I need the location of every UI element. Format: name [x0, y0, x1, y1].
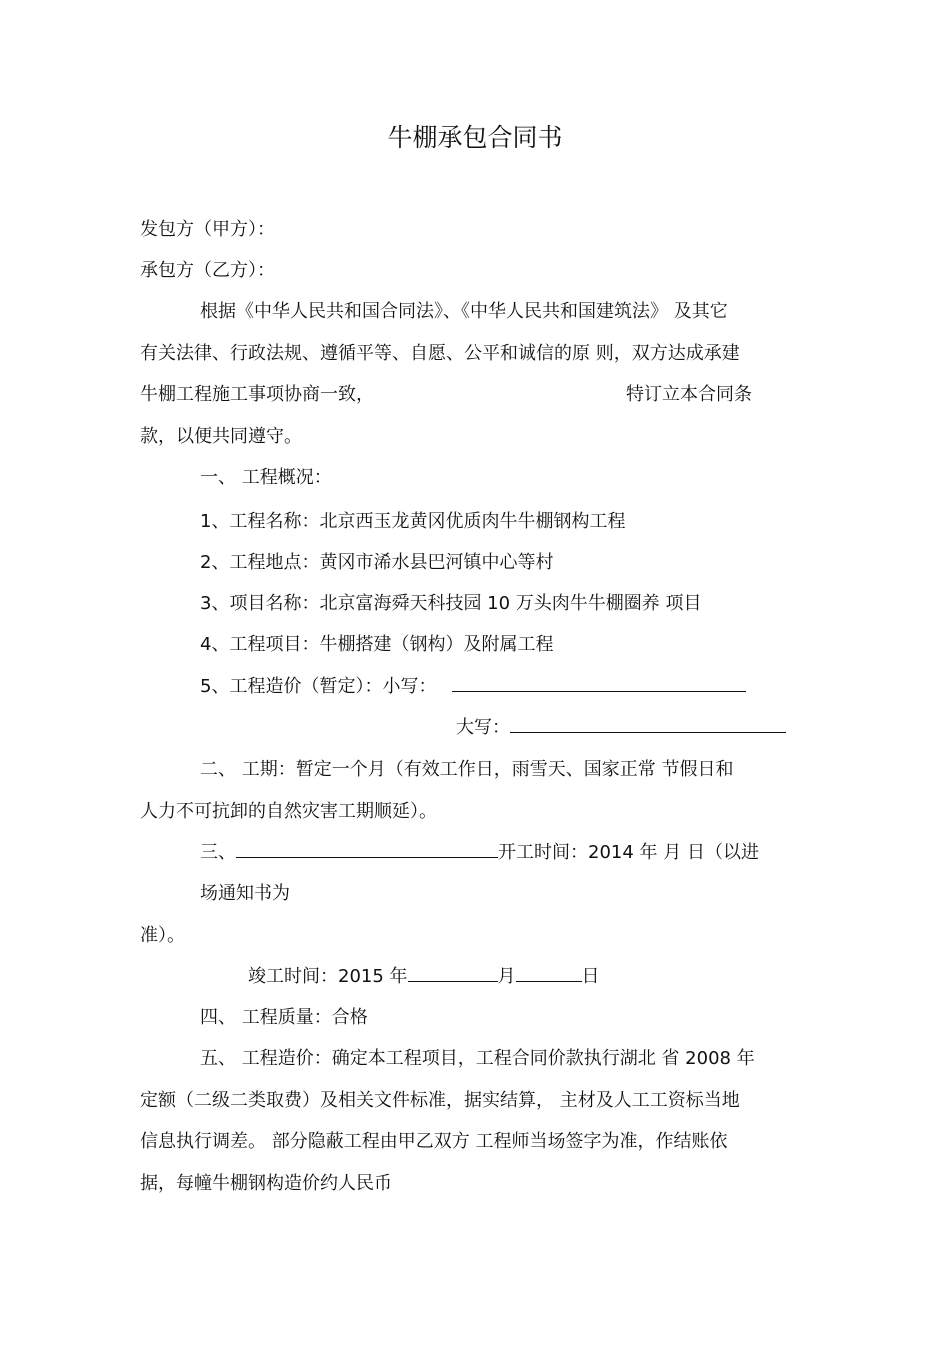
section1-item-5: [200, 675, 746, 699]
section3-prefix: 三、: [200, 842, 236, 863]
section3-line-2: 场通知书为: [200, 883, 290, 904]
price-small-blank: [452, 677, 746, 692]
party-b-label: 承包方（乙方）：: [140, 260, 275, 281]
section3-blank: [236, 843, 498, 858]
section1-item-3: 3、项目名称：北京富海舜天科技园 10 万头肉牛牛棚圈养 项目: [200, 593, 702, 614]
finish-day-blank: [516, 967, 582, 982]
section1-item-4: 4、工程项目：牛棚搭建（钢构）及附属工程: [200, 634, 554, 655]
intro-line-3b: 特订立本合同条: [626, 384, 752, 405]
finish-time-row: [248, 965, 600, 989]
start-time-text: 开工时间：2014 年 月 日（以进: [498, 842, 759, 863]
section5-line-4: 据，每幢牛棚钢构造价约人民币: [140, 1173, 392, 1194]
intro-line-1: 根据《中华人民共和国合同法》、《中华人民共和国建筑法》 及其它: [200, 301, 728, 322]
section2-line-1: 二、 工期：暂定一个月（有效工作日，雨雪天、国家正常 节假日和: [200, 759, 734, 780]
finish-day-label: 日: [581, 966, 600, 987]
section1-heading: 一、 工程概况：: [200, 467, 332, 488]
section3-line-3: 准）。: [140, 925, 185, 946]
section5-line-2: 定额（二级二类取费）及相关文件标准，据实结算， 主材及人工工资标当地: [140, 1090, 740, 1111]
price-small-label: 5、工程造价（暂定）：小写：: [200, 676, 437, 697]
section2-line-2: 人力不可抗卸的自然灾害工期顺延）。: [140, 801, 437, 822]
price-large-label: 大写：: [456, 717, 510, 738]
price-large-row: [456, 716, 786, 740]
finish-time-label: 竣工时间：2015 年: [248, 966, 408, 987]
document-title: 牛棚承包合同书: [387, 123, 563, 152]
section1-item-1: 1、工程名称：北京西玉龙黄冈优质肉牛牛棚钢构工程: [200, 511, 626, 532]
finish-month-label: 月: [497, 966, 516, 987]
price-large-blank: [510, 718, 786, 733]
finish-month-blank: [408, 967, 498, 982]
section4-line: 四、 工程质量：合格: [200, 1007, 368, 1028]
intro-line-3a: 牛棚工程施工事项协商一致，: [140, 384, 374, 405]
intro-line-2: 有关法律、行政法规、遵循平等、自愿、公平和诚信的原 则，双方达成承建: [140, 343, 740, 364]
section1-item-2: 2、工程地点：黄冈市浠水县巴河镇中心等村: [200, 552, 554, 573]
intro-line-4: 款，以便共同遵守。: [140, 426, 302, 447]
section5-line-1: 五、 工程造价：确定本工程项目，工程合同价款执行湖北 省 2008 年: [200, 1048, 755, 1069]
section5-line-3: 信息执行调差。 部分隐蔽工程由甲乙双方 工程师当场签字为准，作结账依: [140, 1131, 728, 1152]
section3-line-1: [200, 841, 759, 865]
party-a-label: 发包方（甲方）：: [140, 219, 275, 240]
